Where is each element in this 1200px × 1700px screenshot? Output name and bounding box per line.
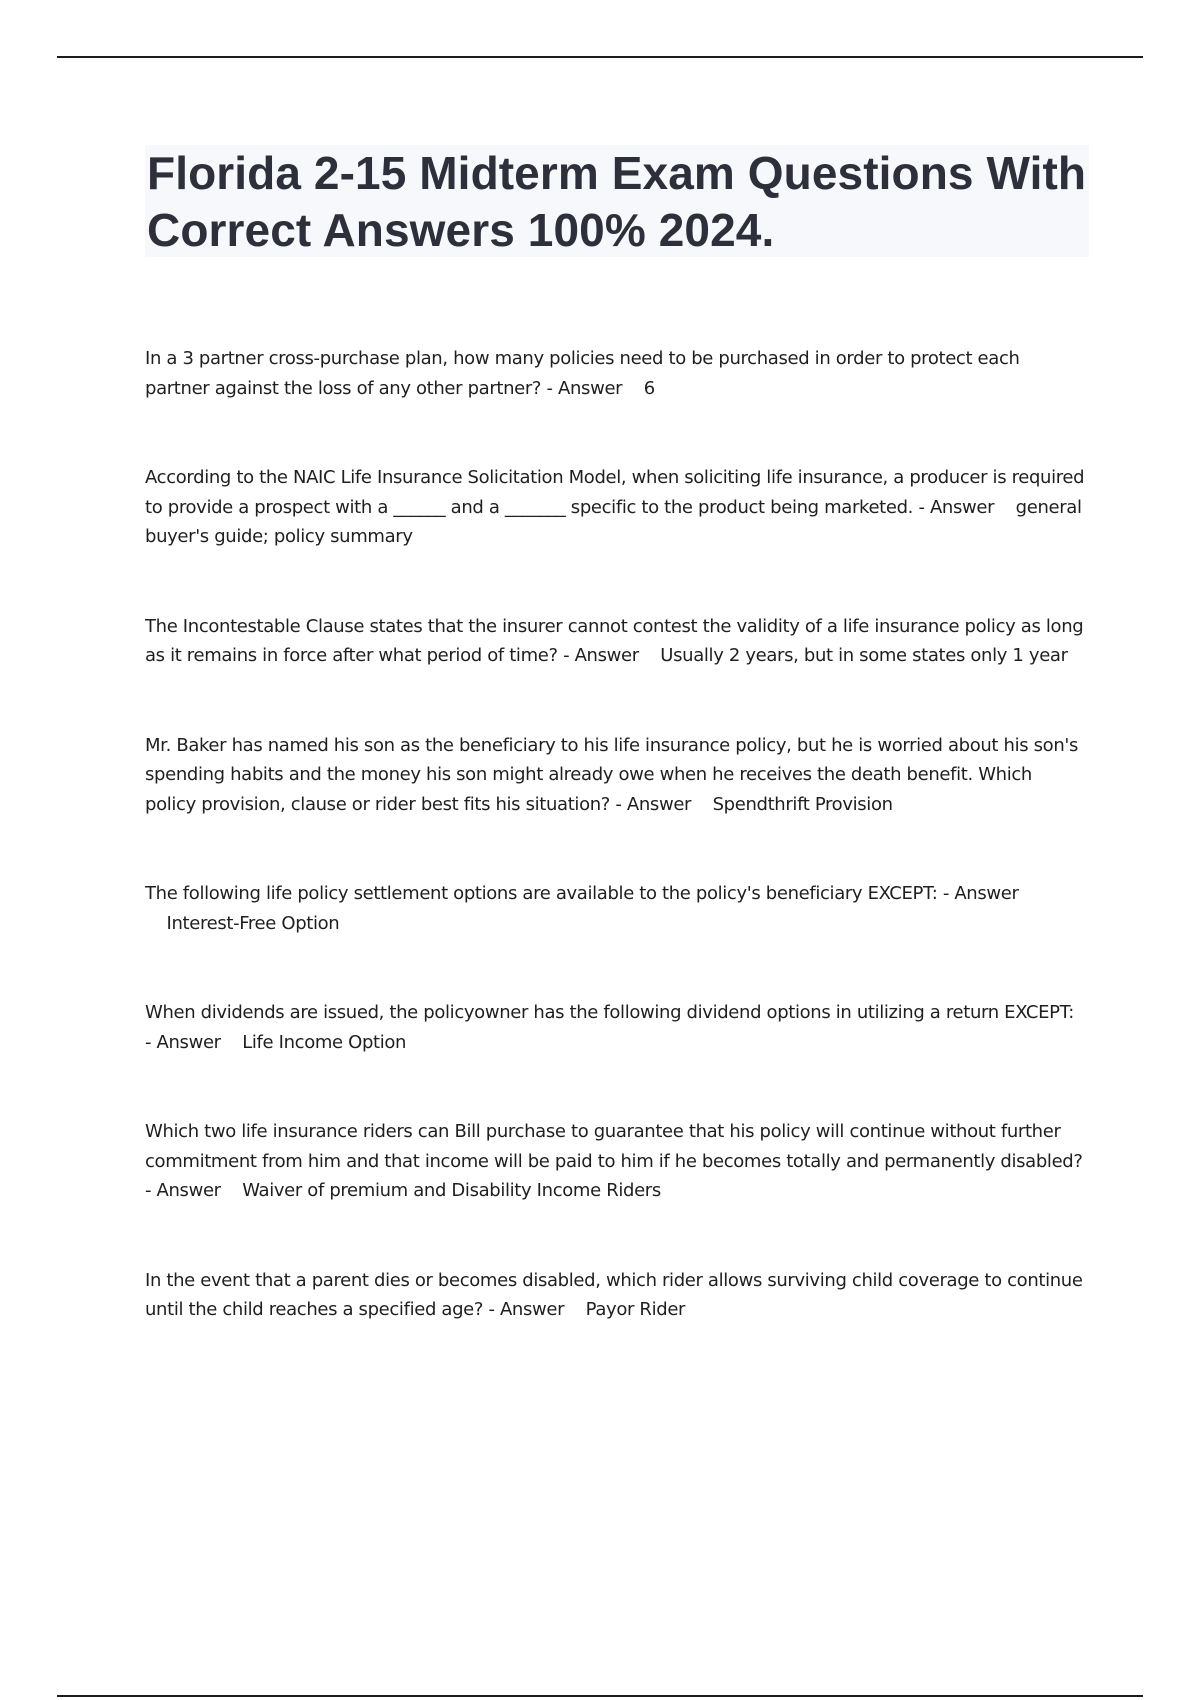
- question-list: [145, 344, 1085, 1325]
- answer-label: - Answer: [488, 1299, 565, 1320]
- answer-label: - Answer: [546, 377, 623, 399]
- bottom-rule: [57, 1695, 1143, 1697]
- document-title: Florida 2-15 Midterm Exam Questions With Correct Answers 100% 2024.: [147, 147, 1087, 256]
- answer-label: - Answer: [615, 793, 692, 815]
- answer-label: - Answer: [942, 883, 1019, 904]
- question-text: Which two life insurance riders can Bill purchase to guarantee that his policy will continue without further commitment from him and that income will be paid to him if he becomes totally and permanently disabled?: [145, 1121, 1083, 1172]
- top-rule: [57, 56, 1143, 58]
- answer-label: - Answer: [145, 1031, 221, 1053]
- answer-text: general buyer's guide; policy summary: [145, 496, 1082, 547]
- answer-label: - Answer: [563, 645, 639, 666]
- qa-item: [145, 879, 1085, 938]
- qa-item: [145, 344, 1085, 403]
- question-text: The Incontestable Clause states that the insurer cannot contest the validity of a life insurance policy as long as it remains in force after what period of time?: [145, 615, 1084, 666]
- title-block: [145, 145, 1089, 257]
- qa-item: [145, 463, 1085, 552]
- qa-item: [145, 1266, 1085, 1325]
- qa-item: [145, 1117, 1085, 1206]
- answer-text: Interest-Free Option: [166, 912, 340, 934]
- answer-text: Usually 2 years, but in some states only 1 year: [660, 645, 1068, 666]
- qa-item: [145, 612, 1085, 671]
- question-text: According to the NAIC Life Insurance Solicitation Model, when soliciting life insurance, a producer is required to provide a prospect with a ______ and a _______ specific to the product being marketed.: [145, 467, 1085, 518]
- question-text: In the event that a parent dies or becomes disabled, which rider allows surviving child coverage to continue until the child reaches a specified age?: [145, 1269, 1083, 1320]
- question-text: Mr. Baker has named his son as the beneficiary to his life insurance policy, but he is worried about his son's spending habits and the money his son might already owe when he receives the death benefit. Which policy provision, clause or rider best fits his situation?: [145, 734, 1078, 815]
- answer-text: Waiver of premium and Disability Income Riders: [242, 1180, 661, 1201]
- question-text: When dividends are issued, the policyowner has the following dividend options in utilizing a return EXCEPT:: [145, 1002, 1074, 1023]
- answer-label: - Answer: [145, 1180, 221, 1201]
- answer-label: - Answer: [918, 496, 995, 518]
- answer-text: Payor Rider: [585, 1299, 686, 1320]
- qa-item: [145, 731, 1085, 820]
- question-text: In a 3 partner cross-purchase plan, how many policies need to be purchased in order to protect each partner against the loss of any other partner?: [145, 348, 1020, 399]
- answer-text: Spendthrift Provision: [712, 793, 893, 815]
- answer-text: 6: [643, 377, 655, 399]
- answer-text: Life Income Option: [242, 1031, 407, 1053]
- qa-item: [145, 998, 1085, 1057]
- question-text: The following life policy settlement options are available to the policy's beneficiary EXCEPT:: [145, 883, 938, 904]
